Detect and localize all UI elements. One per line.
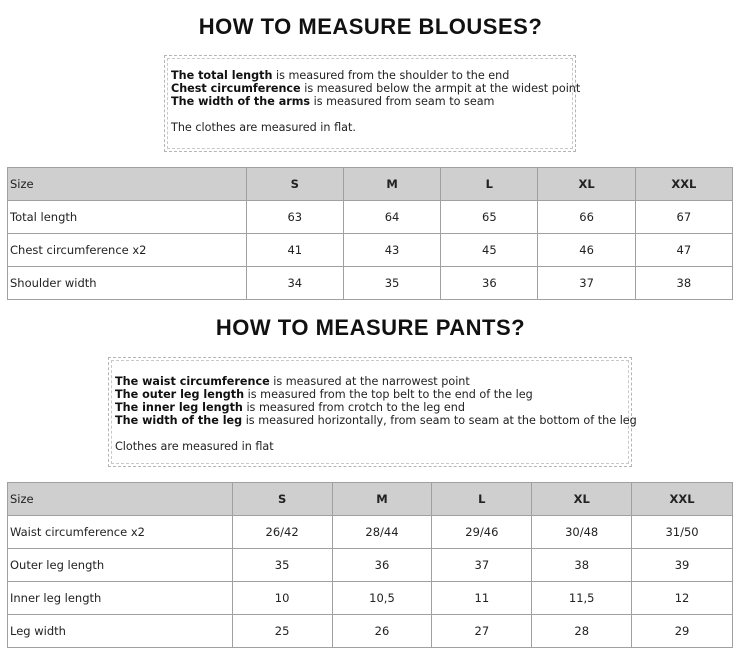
table-cell: 46	[538, 234, 635, 267]
table-cell: 12	[632, 582, 733, 615]
header-cell: Size	[8, 168, 247, 201]
blouses-info-note: The clothes are measured in flat.	[171, 121, 356, 134]
table-cell: 31/50	[632, 516, 733, 549]
table-cell: 35	[232, 549, 332, 582]
blouses-title: HOW TO MEASURE BLOUSES?	[198, 14, 543, 39]
header-cell: Size	[8, 483, 233, 516]
blouses-size-table	[7, 167, 733, 300]
table-cell: 25	[232, 615, 332, 648]
blouses-info-line: The total length is measured from the shoulder to the end	[171, 69, 510, 82]
table-cell: 26	[332, 615, 432, 648]
table-cell: 37	[538, 267, 635, 300]
pants-info-line: The inner leg length is measured from crotch to the leg end	[115, 401, 465, 414]
row-label: Total length	[8, 201, 247, 234]
table-row	[8, 549, 733, 582]
row-label: Waist circumference x2	[8, 516, 233, 549]
table-cell: 27	[432, 615, 532, 648]
table-cell: 28/44	[332, 516, 432, 549]
table-cell: 36	[332, 549, 432, 582]
table-cell: 29/46	[432, 516, 532, 549]
table-cell: 10,5	[332, 582, 432, 615]
table-cell: 43	[343, 234, 440, 267]
table-row	[8, 201, 733, 234]
header-cell: XL	[532, 483, 632, 516]
table-cell: 45	[441, 234, 538, 267]
row-label: Chest circumference x2	[8, 234, 247, 267]
header-cell: S	[246, 168, 343, 201]
table-header-row	[8, 483, 733, 516]
table-cell: 47	[635, 234, 732, 267]
pants-info-line: The width of the leg is measured horizontally, from seam to seam at the bottom of the leg	[115, 414, 637, 427]
header-cell: L	[441, 168, 538, 201]
table-row	[8, 267, 733, 300]
table-cell: 41	[246, 234, 343, 267]
row-label: Shoulder width	[8, 267, 247, 300]
table-cell: 34	[246, 267, 343, 300]
table-cell: 35	[343, 267, 440, 300]
blouses-info-box	[164, 55, 581, 152]
table-cell: 28	[532, 615, 632, 648]
header-cell: L	[432, 483, 532, 516]
table-cell: 29	[632, 615, 733, 648]
table-cell: 36	[441, 267, 538, 300]
header-cell: M	[343, 168, 440, 201]
table-row	[8, 234, 733, 267]
table-cell: 38	[635, 267, 732, 300]
table-cell: 65	[441, 201, 538, 234]
row-label: Outer leg length	[8, 549, 233, 582]
header-cell: XXL	[632, 483, 733, 516]
header-cell: S	[232, 483, 332, 516]
row-label: Inner leg length	[8, 582, 233, 615]
pants-info-note: Clothes are measured in flat	[115, 440, 274, 453]
header-cell: XXL	[635, 168, 732, 201]
header-cell: M	[332, 483, 432, 516]
row-label: Leg width	[8, 615, 233, 648]
table-cell: 11	[432, 582, 532, 615]
table-cell: 39	[632, 549, 733, 582]
table-row	[8, 615, 733, 648]
table-cell: 63	[246, 201, 343, 234]
table-row	[8, 582, 733, 615]
pants-info-line: The outer leg length is measured from the top belt to the end of the leg	[115, 388, 533, 401]
table-cell: 11,5	[532, 582, 632, 615]
table-row	[8, 516, 733, 549]
table-cell: 38	[532, 549, 632, 582]
blouses-info-line: The width of the arms is measured from seam to seam	[171, 95, 495, 108]
blouses-info-line: Chest circumference is measured below the armpit at the widest point	[171, 82, 581, 95]
table-cell: 10	[232, 582, 332, 615]
table-cell: 26/42	[232, 516, 332, 549]
pants-info-line: The waist circumference is measured at the narrowest point	[115, 375, 470, 388]
pants-size-table	[7, 482, 733, 648]
table-header-row	[8, 168, 733, 201]
table-cell: 66	[538, 201, 635, 234]
pants-info-box	[108, 357, 637, 467]
pants-title: HOW TO MEASURE PANTS?	[215, 315, 526, 340]
header-cell: XL	[538, 168, 635, 201]
table-cell: 30/48	[532, 516, 632, 549]
table-cell: 64	[343, 201, 440, 234]
table-cell: 67	[635, 201, 732, 234]
table-cell: 37	[432, 549, 532, 582]
